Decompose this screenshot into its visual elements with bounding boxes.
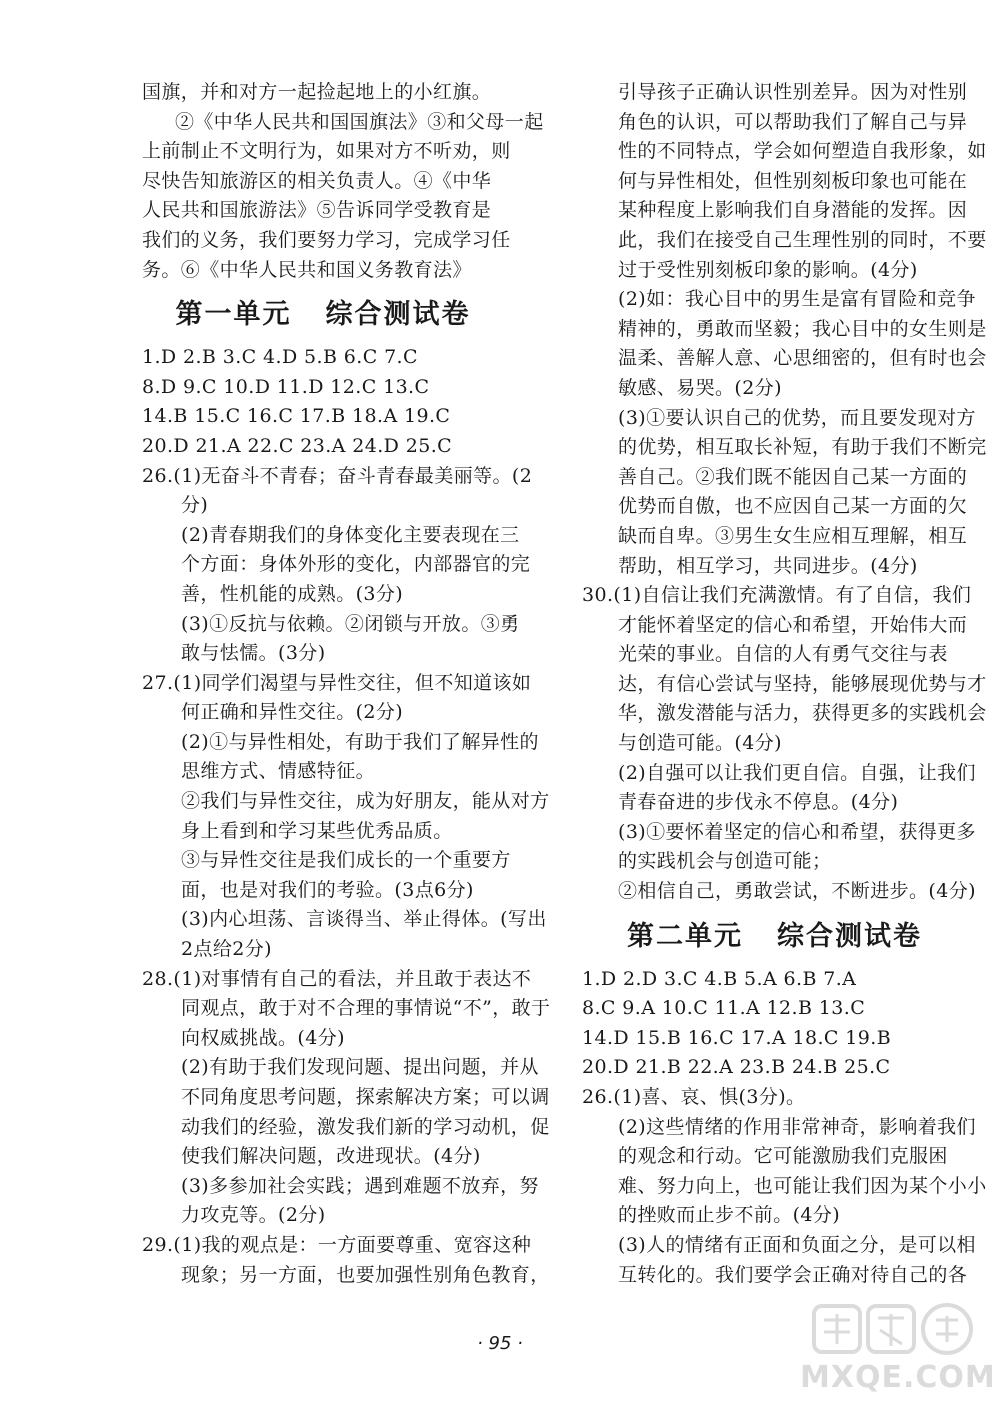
answer-line-q26: 26.(1)喜、哀、惧(3分)。: [582, 1086, 806, 1108]
answer-line-q29: 此，我们在接受自己生理性别的同时，不要: [618, 228, 987, 251]
mc-answer-line: 1.D 2.B 3.C 4.D 5.B 6.C 7.C: [142, 346, 418, 369]
answer-line-q29: 某种程度上影响我们自身潜能的发挥。因: [618, 199, 968, 222]
intro-line: 人民共和国旅游法》⑤告诉同学受教育是: [142, 199, 492, 222]
answer-line-q28: 向权威挑战。(4分): [181, 1026, 345, 1049]
answer-line-q28: (3)多参加社会实践；遇到难题不放弃，努: [181, 1174, 539, 1197]
answer-line-q30: (3)①要怀着坚定的信心和希望，获得更多: [618, 820, 976, 843]
heading-part: 综合测试卷: [777, 920, 922, 952]
answer-line-q29: 缺而自卑。③男生女生应相互理解，相互: [618, 524, 968, 547]
heading-part: 第二单元: [627, 920, 743, 952]
answer-line-q30: 华，激发潜能与活力，获得更多的实践机会: [618, 702, 987, 725]
mc-answer-line: 8.D 9.C 10.D 11.D 12.C 13.C: [142, 375, 430, 398]
answer-line-q29: 精神的，勇敢而坚毅；我心目中的女生则是: [618, 317, 987, 340]
answer-line-q26: 的观念和行动。它可能激励我们克服困: [618, 1145, 948, 1168]
answer-line-q27: 2点给2分): [181, 938, 272, 961]
right-column: [582, 78, 987, 1290]
intro-line: 尽快告知旅游区的相关负责人。④《中华: [142, 169, 492, 192]
answer-line-q29: 角色的认识，可以帮助我们了解自己与异: [618, 110, 968, 133]
watermark: [800, 1300, 996, 1400]
answer-line-q29: 引导孩子正确认识性别差异。因为对性别: [618, 81, 968, 103]
mc-answer-line: 20.D 21.B 22.A 23.B 24.B 25.C: [582, 1056, 891, 1079]
answer-line-q26: 难、努力向上，也可能让我们因为某个小小: [618, 1174, 987, 1197]
answer-line-q28: (2)有助于我们发现问题、提出问题，并从: [181, 1056, 539, 1079]
watermark-text: MXQE.COM: [800, 1360, 996, 1395]
heading-part: 综合测试卷: [325, 299, 471, 331]
intro-line: 务。⑥《中华人民共和国义务教育法》: [142, 258, 472, 281]
answer-line-q29: 帮助，相互学习，共同进步。(4分): [618, 554, 918, 577]
answer-line-q26: (2)这些情绪的作用非常神奇，影响着我们: [618, 1115, 976, 1138]
page-number: · 95 ·: [477, 1333, 523, 1354]
answer-line-q26: (3)人的情绪有正面和负面之分，是可以相: [618, 1233, 976, 1256]
answer-line-q26: 26.(1)无奋斗不青春；奋斗青春最美丽等。(2: [142, 464, 533, 487]
answer-line-q29: 优势而自傲，也不应因自己某一方面的欠: [618, 495, 968, 518]
mc-answer-line: 14.B 15.C 16.C 17.B 18.A 19.C: [142, 405, 451, 428]
answer-line-q29: 性的不同特点，学会如何塑造自我形象，如: [618, 140, 987, 163]
answer-line-q29: 何与异性相处，但性别刻板印象也可能在: [618, 169, 968, 192]
answer-line-q29: (3)①要认识自己的优势，而且要发现对方: [618, 406, 976, 429]
answer-line-q27: 身上看到和学习某些优秀品质。: [181, 819, 453, 842]
answer-line-q29: 过于受性别刻板印象的影响。(4分): [618, 258, 918, 281]
answer-line-q26: 的挫败而止步不前。(4分): [618, 1204, 841, 1227]
answer-line-q29: 的优势，相互取长补短，有助于我们不断完: [618, 436, 987, 459]
answer-line-q28: 力攻克等。(2分): [181, 1204, 326, 1227]
answer-line-q30: 青春奋进的步伐永不停息。(4分): [618, 791, 899, 814]
answer-line-q30: 才能怀着坚定的信心和希望，开始伟大而: [618, 613, 968, 636]
answer-line-q27: ③与异性交往是我们成长的一个重要方: [181, 849, 511, 872]
answer-line-q29: (2)如：我心目中的男生是富有冒险和竞争: [618, 288, 976, 311]
answer-line-q29: 善自己。②我们既不能因自己某一方面的: [618, 465, 968, 488]
answer-line-q29: 29.(1)我的观点是：一方面要尊重、宽容这种: [142, 1233, 532, 1256]
answer-line-q29: 现象；另一方面，也要加强性别角色教育，: [181, 1263, 550, 1286]
mc-answer-line: 8.C 9.A 10.C 11.A 12.B 13.C: [582, 997, 866, 1020]
answer-line-q26: (3)①反抗与依赖。②闭锁与开放。③勇: [181, 612, 520, 635]
answer-line-q27: 27.(1)同学们渴望与异性交往，但不知道该如: [142, 671, 532, 694]
answer-line-q30: 与创造可能。(4分): [618, 732, 782, 755]
answer-line-q26: 分): [181, 494, 209, 517]
answer-line-q29: 温柔、善解人意、心思细密的，但有时也会: [618, 347, 987, 370]
answer-line-q27: (2)①与异性相处，有助于我们了解异性的: [181, 730, 539, 753]
answer-line-q28: 使我们解决问题，改进现状。(4分): [181, 1145, 481, 1168]
answer-line-q27: ②我们与异性交往，成为好朋友，能从对方: [181, 790, 550, 813]
mc-answer-line: 14.D 15.B 16.C 17.A 18.C 19.B: [582, 1026, 892, 1049]
answer-line-q28: 同观点，敢于对不合理的事情说“不”，敢于: [181, 997, 551, 1020]
answer-line-q30: (2)自强可以让我们更自信。自强，让我们: [618, 761, 976, 784]
answer-line-q26: 敢与怯懦。(3分): [181, 642, 326, 665]
answer-line-q26: 个方面：身体外形的变化，内部器官的完: [181, 553, 531, 576]
intro-line: ②《中华人民共和国国旗法》③和父母一起: [175, 110, 544, 133]
answer-line-q26: (2)青春期我们的身体变化主要表现在三: [181, 523, 520, 546]
answer-line-q27: 何正确和异性交往。(2分): [181, 701, 404, 724]
intro-line: 我们的义务，我们要努力学习，完成学习任: [142, 228, 511, 251]
answer-line-q28: 28.(1)对事情有自己的看法，并且敢于表达不: [142, 967, 532, 990]
answer-line-q28: 动我们的经验，激发我们新的学习动机，促: [181, 1115, 550, 1138]
answer-line-q26: 互转化的。我们要学会正确对待自己的各: [618, 1263, 968, 1286]
answer-line-q29: 敏感、易哭。(2分): [618, 376, 782, 399]
answer-line-q27: 思维方式、情感特征。: [181, 760, 376, 783]
answer-line-q27: 面，也是对我们的考验。(3点6分): [181, 878, 474, 901]
intro-line: 上前制止不文明行为，如果对方不听劝，则: [142, 140, 511, 163]
section-heading-unit-1: [142, 291, 504, 339]
section-heading-unit-2: [582, 913, 967, 961]
left-column: [142, 78, 551, 1290]
answer-line-q30: 光荣的事业。自信的人有勇气交往与表: [618, 643, 948, 666]
heading-part: 第一单元: [175, 299, 292, 331]
mc-answer-line: 1.D 2.D 3.C 4.B 5.A 6.B 7.A: [582, 967, 857, 990]
answer-line-q30: 达，有信心尝试与坚持，能够展现优势与才: [618, 672, 987, 695]
watermark-logo-icon: [800, 1300, 985, 1362]
answer-line-q28: 不同角度思考问题，探索解决方案；可以调: [181, 1086, 550, 1108]
answer-line-q27: (3)内心坦荡、言谈得当、举止得体。(写出: [181, 908, 547, 931]
mc-answer-line: 20.D 21.A 22.C 23.A 24.D 25.C: [142, 434, 453, 457]
answer-line-q30: ②相信自己，勇敢尝试，不断进步。(4分): [618, 880, 976, 903]
answer-line-q30: 的实践机会与创造可能；: [618, 850, 832, 873]
intro-line: 国旗，并和对方一起捡起地上的小红旗。: [142, 81, 492, 103]
answer-line-q30: 30.(1)自信让我们充满激情。有了自信，我们: [582, 584, 972, 607]
answer-line-q26: 善，性机能的成熟。(3分): [181, 582, 404, 605]
